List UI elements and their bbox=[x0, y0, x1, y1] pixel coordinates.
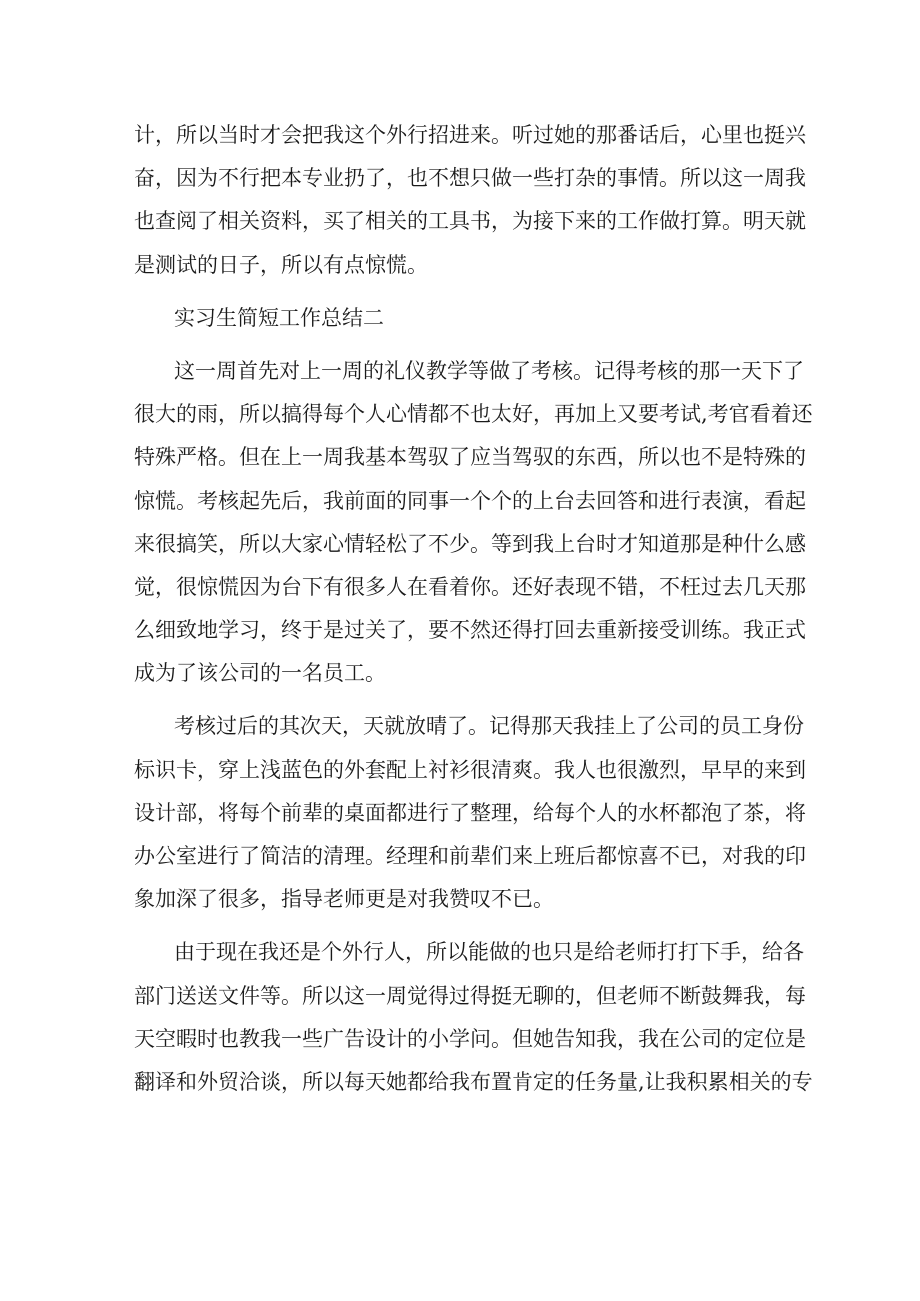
text-line: 成为了该公司的一名员工。 bbox=[134, 661, 386, 686]
text-line: 天空暇时也教我一些广告设计的小学问。但她告知我，我在公司的定位是 bbox=[134, 1026, 806, 1051]
text-line: 办公室进行了简洁的清理。经理和前辈们来上班后都惊喜不已，对我的印 bbox=[134, 844, 806, 868]
section-heading bbox=[134, 297, 794, 340]
text-line: 部门送送文件等。所以这一周觉得过得挺无聊的，但老师不断鼓舞我，每 bbox=[134, 983, 806, 1008]
text-line: 来很搞笑，所以大家心情轻松了不少。等到我上台时才知道那是种什么感 bbox=[134, 531, 806, 556]
text-line: 惊慌。考核起先后，我前面的同事一个个的上台去回答和进行表演，看起 bbox=[134, 488, 806, 513]
text-line: 这一周首先对上一周的礼仪教学等做了考核。记得考核的那一天下了 bbox=[174, 358, 804, 383]
text-line: 奋，因为不行把本专业扔了，也不想只做一些打杂的事情。所以这一周我 bbox=[134, 166, 806, 191]
text-line: 由于现在我还是个外行人，所以能做的也只是给老师打打下手，给各 bbox=[174, 940, 804, 965]
text-line: 标识卡，穿上浅蓝色的外套配上衬衫很清爽。我人也很激烈，早早的来到 bbox=[134, 757, 806, 782]
text-line: 象加深了很多，指导老师更是对我赞叹不已。 bbox=[134, 887, 554, 912]
text-line: 很大的雨，所以搞得每个人心情都不也太好，再加上又要考试,考官看着还 bbox=[134, 402, 813, 427]
paragraph-3 bbox=[134, 705, 806, 921]
paragraph-1 bbox=[134, 114, 806, 287]
text-line: 特殊严格。但在上一周我基本驾驭了应当驾驭的东西，所以也不是特殊的 bbox=[134, 445, 806, 470]
text-line: 考核过后的其次天，天就放晴了。记得那天我挂上了公司的员工身份 bbox=[174, 714, 804, 739]
text-line: 计，所以当时才会把我这个外行招进来。听过她的那番话后，心里也挺兴 bbox=[134, 123, 806, 147]
paragraph-4 bbox=[134, 931, 813, 1104]
text-line: 也查阅了相关资料，买了相关的工具书，为接下来的工作做打算。明天就 bbox=[134, 209, 806, 234]
text-line: 是测试的日子，所以有点惊慌。 bbox=[134, 252, 428, 277]
paragraph-2 bbox=[134, 350, 813, 696]
document-body bbox=[134, 114, 813, 1104]
text-line: 设计部，将每个前辈的桌面都进行了整理，给每个人的水杯都泡了茶，将 bbox=[134, 800, 806, 825]
text-line: 觉，很惊慌因为台下有很多人在看着你。还好表现不错，不枉过去几天那 bbox=[134, 574, 806, 599]
text-line: 么细致地学习，终于是过关了，要不然还得打回去重新接受训练。我正式 bbox=[134, 618, 806, 643]
heading-line: 实习生简短工作总结二 bbox=[174, 305, 384, 330]
text-line: 翻译和外贸洽谈，所以每天她都给我布置肯定的任务量,让我积累相关的专 bbox=[134, 1069, 813, 1094]
